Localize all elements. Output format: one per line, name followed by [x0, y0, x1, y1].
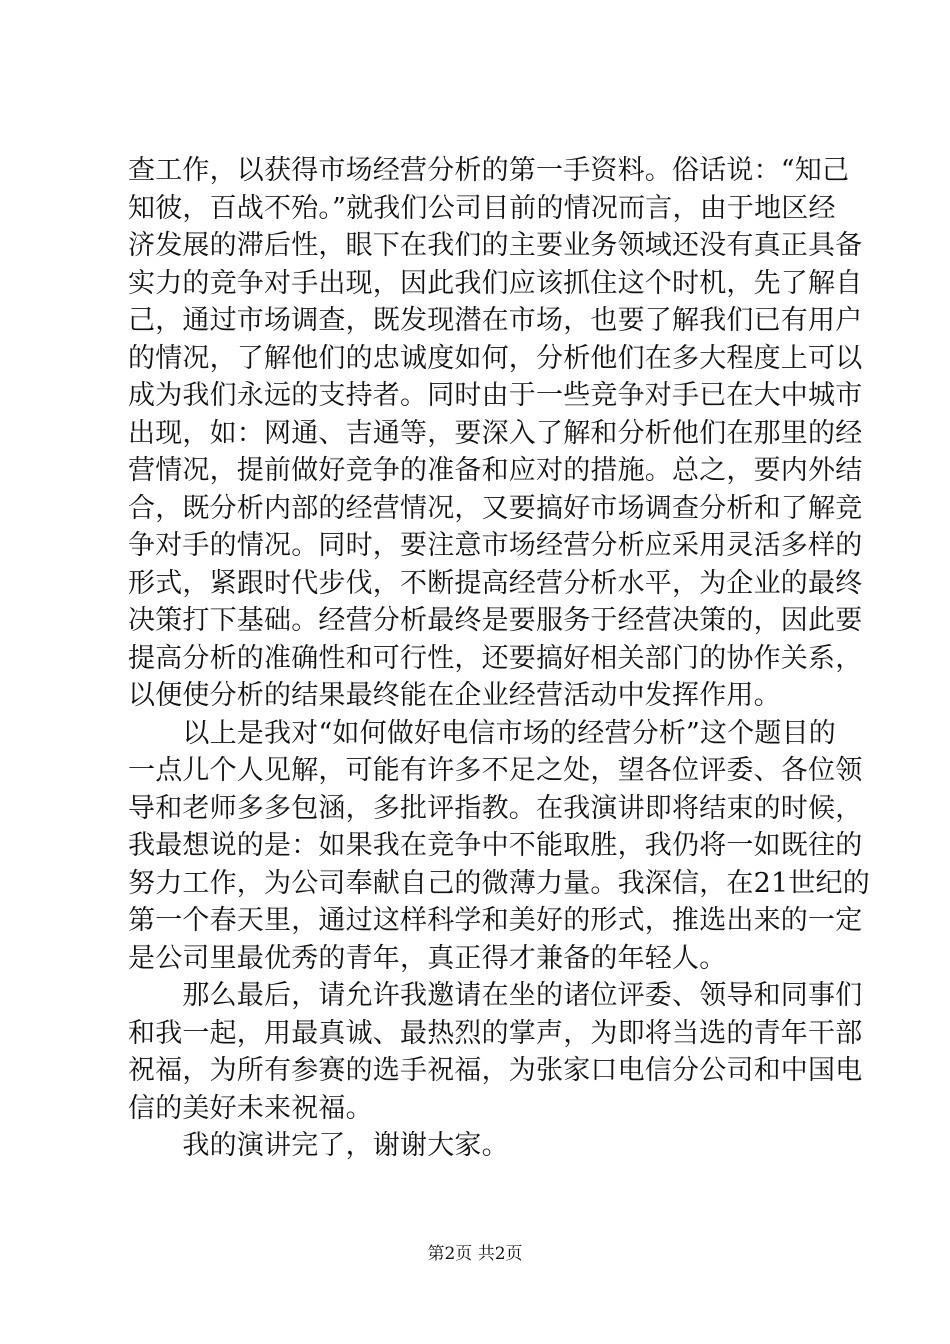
text-line: 成为我们永远的支持者。同时由于一些竞争对手已在大中城市: [128, 380, 863, 411]
text-line: 决策打下基础。经营分析最终是要服务于经营决策的，因此要: [128, 605, 863, 636]
text-line: 实力的竞争对手出现，因此我们应该抓住这个时机，先了解自: [128, 267, 863, 299]
text-line: 那么最后，请允许我邀请在坐的诸位评委、领导和同事们: [128, 980, 863, 1011]
text-line: 导和老师多多包涵，多批评指教。在我演讲即将结束的时候，: [128, 792, 863, 824]
text-line: 是公司里最优秀的青年，真正得才兼备的年轻人。: [128, 942, 727, 974]
text-line: 济发展的滞后性，眼下在我们的主要业务领域还没有真正具备: [128, 230, 863, 261]
text-line: 争对手的情况。同时，要注意市场经营分析应采用灵活多样的: [128, 530, 863, 561]
text-line: 查工作，以获得市场经营分析的第一手资料。俗话说：“知己: [128, 155, 850, 186]
page-footer: 第2页 共2页: [427, 1244, 523, 1264]
text-line: 知彼，百战不殆。”就我们公司目前的情况而言，由于地区经: [128, 192, 836, 224]
text-line: 提高分析的准确性和可行性，还要搞好相关部门的协作关系，: [128, 642, 863, 674]
text-line: 合，既分析内部的经营情况，又要搞好市场调查分析和了解竞: [128, 492, 863, 524]
text-line: 以便使分析的结果最终能在企业经营活动中发挥作用。: [128, 680, 781, 711]
text-line: 我的演讲完了，谢谢大家。: [128, 1130, 509, 1161]
text-line: 形式，紧跟时代步伐，不断提高经营分析水平，为企业的最终: [128, 567, 863, 599]
text-line: 出现，如：网通、吉通等，要深入了解和分析他们在那里的经: [128, 417, 863, 449]
text-line: 一点儿个人见解，可能有许多不足之处，望各位评委、各位领: [128, 755, 863, 786]
text-line: 努力工作，为公司奉献自己的微薄力量。我深信，在21世纪的: [128, 867, 870, 899]
text-line: 和我一起，用最真诚、最热烈的掌声，为即将当选的青年干部: [128, 1017, 863, 1049]
text-line: 信的美好未来祝福。: [128, 1092, 373, 1124]
text-line: 第一个春天里，通过这样科学和美好的形式，推选出来的一定: [128, 905, 863, 936]
text-line: 我最想说的是：如果我在竞争中不能取胜，我仍将一如既往的: [128, 830, 863, 861]
text-line: 祝福，为所有参赛的选手祝福，为张家口电信分公司和中国电: [128, 1055, 863, 1086]
text-line: 己，通过市场调查，既发现潜在市场，也要了解我们已有用户: [128, 305, 863, 336]
text-line: 营情况，提前做好竞争的准备和应对的措施。总之，要内外结: [128, 455, 863, 486]
text-line: 的情况，了解他们的忠诚度如何，分析他们在多大程度上可以: [128, 342, 863, 374]
body-text: [128, 152, 870, 1165]
text-line: 以上是我对“如何做好电信市场的经营分析”这个题目的: [128, 717, 837, 749]
